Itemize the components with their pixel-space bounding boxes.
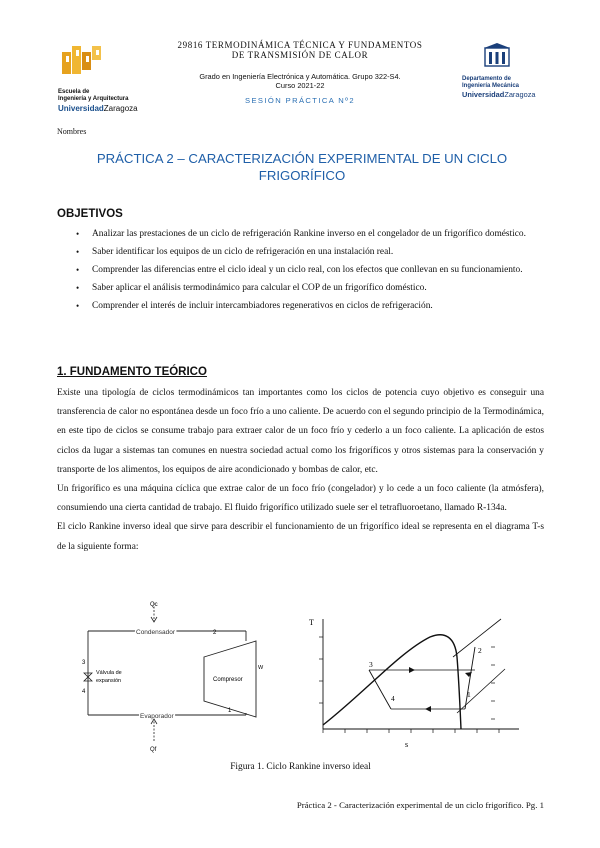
evaporator-label: Evaporador [140,713,174,720]
theory-body [57,384,544,557]
department-name: Departamento de Ingeniería Mecánica [462,76,520,89]
ts-point-1: 1 [467,690,471,699]
page-footer: Práctica 2 - Caracterización experimental de un ciclo frigorífico. Pg. 1 [296,800,544,810]
department-emblem-icon [482,42,512,68]
point-2-label: 2 [213,630,217,636]
session-label: SESIÓN PRÁCTICA Nº2 [245,96,355,105]
names-label: Nombres [57,127,87,136]
objective-item: • Comprender el interés de incluir intercambiadores regenerativos en ciclos de refrigeración. [76,300,546,312]
department-logo [462,42,552,99]
objective-item: • Analizar las prestaciones de un ciclo de refrigeración Rankine inverso en el congelador de un frigorífico doméstico. [76,228,546,240]
theory-paragraph: El ciclo Rankine inverso ideal que sirve para describir el funcionamiento de un frigorífico ideal se representa en el diagrama T-s de la siguiente forma: [57,522,544,552]
arrow-41-icon [425,706,431,712]
uz-wordmark-right: UniversidadZaragoza [462,90,536,99]
practice-title: PRÁCTICA 2 – CARACTERIZACIÓN EXPERIMENTAL DE UN CICLO FRIGORÍFICO [96,151,508,183]
s-axis-label: s [405,740,409,749]
objectives-list [76,228,546,318]
theory-heading: 1. FUNDAMENTO TEÓRICO [57,366,207,378]
valve-label-line1: Válvula de [96,670,122,676]
degree-info: Grado en Ingeniería Electrónica y Automática. Grupo 322-S4. [199,72,401,81]
objective-item: • Saber aplicar el análisis termodinámico para calcular el COP de un frigorífico doméstico. [76,282,546,294]
objective-item: • Saber identificar los equipos de un ciclo de refrigeración en una instalación real. [76,246,546,258]
qf-label: Qf [150,747,157,753]
ts-point-2: 2 [478,646,482,655]
figure-caption: Figura 1. Ciclo Rankine inverso ideal [230,762,371,772]
course-title-line1: 29816 TERMODINÁMICA TÉCNICA Y FUNDAMENTOS [177,40,423,50]
eina-logo [58,42,158,113]
work-label: W [258,665,264,671]
isobar-high [453,619,501,657]
arrow-23-icon [409,667,415,673]
point-1-label: 1 [228,708,232,714]
ts-point-3: 3 [369,660,373,669]
uz-wordmark: UniversidadZaragoza [58,104,138,113]
cycle-schematic [78,597,278,757]
point-3-label: 3 [82,660,86,666]
academic-year: Curso 2021-22 [275,81,325,90]
qc-label: Qc [150,602,158,608]
objectives-heading: OBJETIVOS [57,208,123,220]
condenser-label: Condensador [136,629,176,636]
t-axis-label: T [309,618,314,627]
isobar-low [457,669,505,713]
right-ticks [491,647,495,719]
eina-emblem-icon [58,42,106,82]
ts-diagram [305,617,525,749]
eina-name: Escuela de Ingeniería y Arquitectura [58,89,129,102]
valve-label-line2: expansión [96,678,122,684]
saturation-dome [323,635,461,729]
objective-item: • Comprender las diferencias entre el ciclo ideal y un ciclo real, con los efectos que conllevan en su funcionamiento. [76,264,546,276]
course-header [150,40,450,105]
point-4-label: 4 [82,689,86,695]
course-title-line2: DE TRANSMISIÓN DE CALOR [231,50,369,60]
theory-paragraph: Existe una tipología de ciclos termodinámicos tan importantes como los ciclos de potencia cuyo objetivo es conseguir una transferencia de calor no espontánea desde un foco frío a uno caliente. De acuerdo con el segundo principio de la Termodinámica, en este tipo de ciclos se consume trabajo para extraer calor de un foco frío y cederlo a un foco caliente. La aplicación de estos ciclos da lugar a sistemas tan comunes en nuestra sociedad actual como los frigoríficos y otros sistemas para la conservación y transporte de los alimentos, los equipos de aire acondicionado y bombas de calor, etc. [57,388,544,475]
theory-paragraph: Un frigorífico es una máquina cíclica que extrae calor de un foco frío (congelador) y lo cede a un foco caliente (la atmósfera), consumiendo una cierta cantidad de trabajo. El fluido frigorífico utilizado suele ser el tetrafluoroetano, llamado R-134a. [57,484,544,514]
compression-line [465,647,475,709]
ts-point-4: 4 [391,694,395,703]
compressor-label: Compresor [213,677,243,683]
